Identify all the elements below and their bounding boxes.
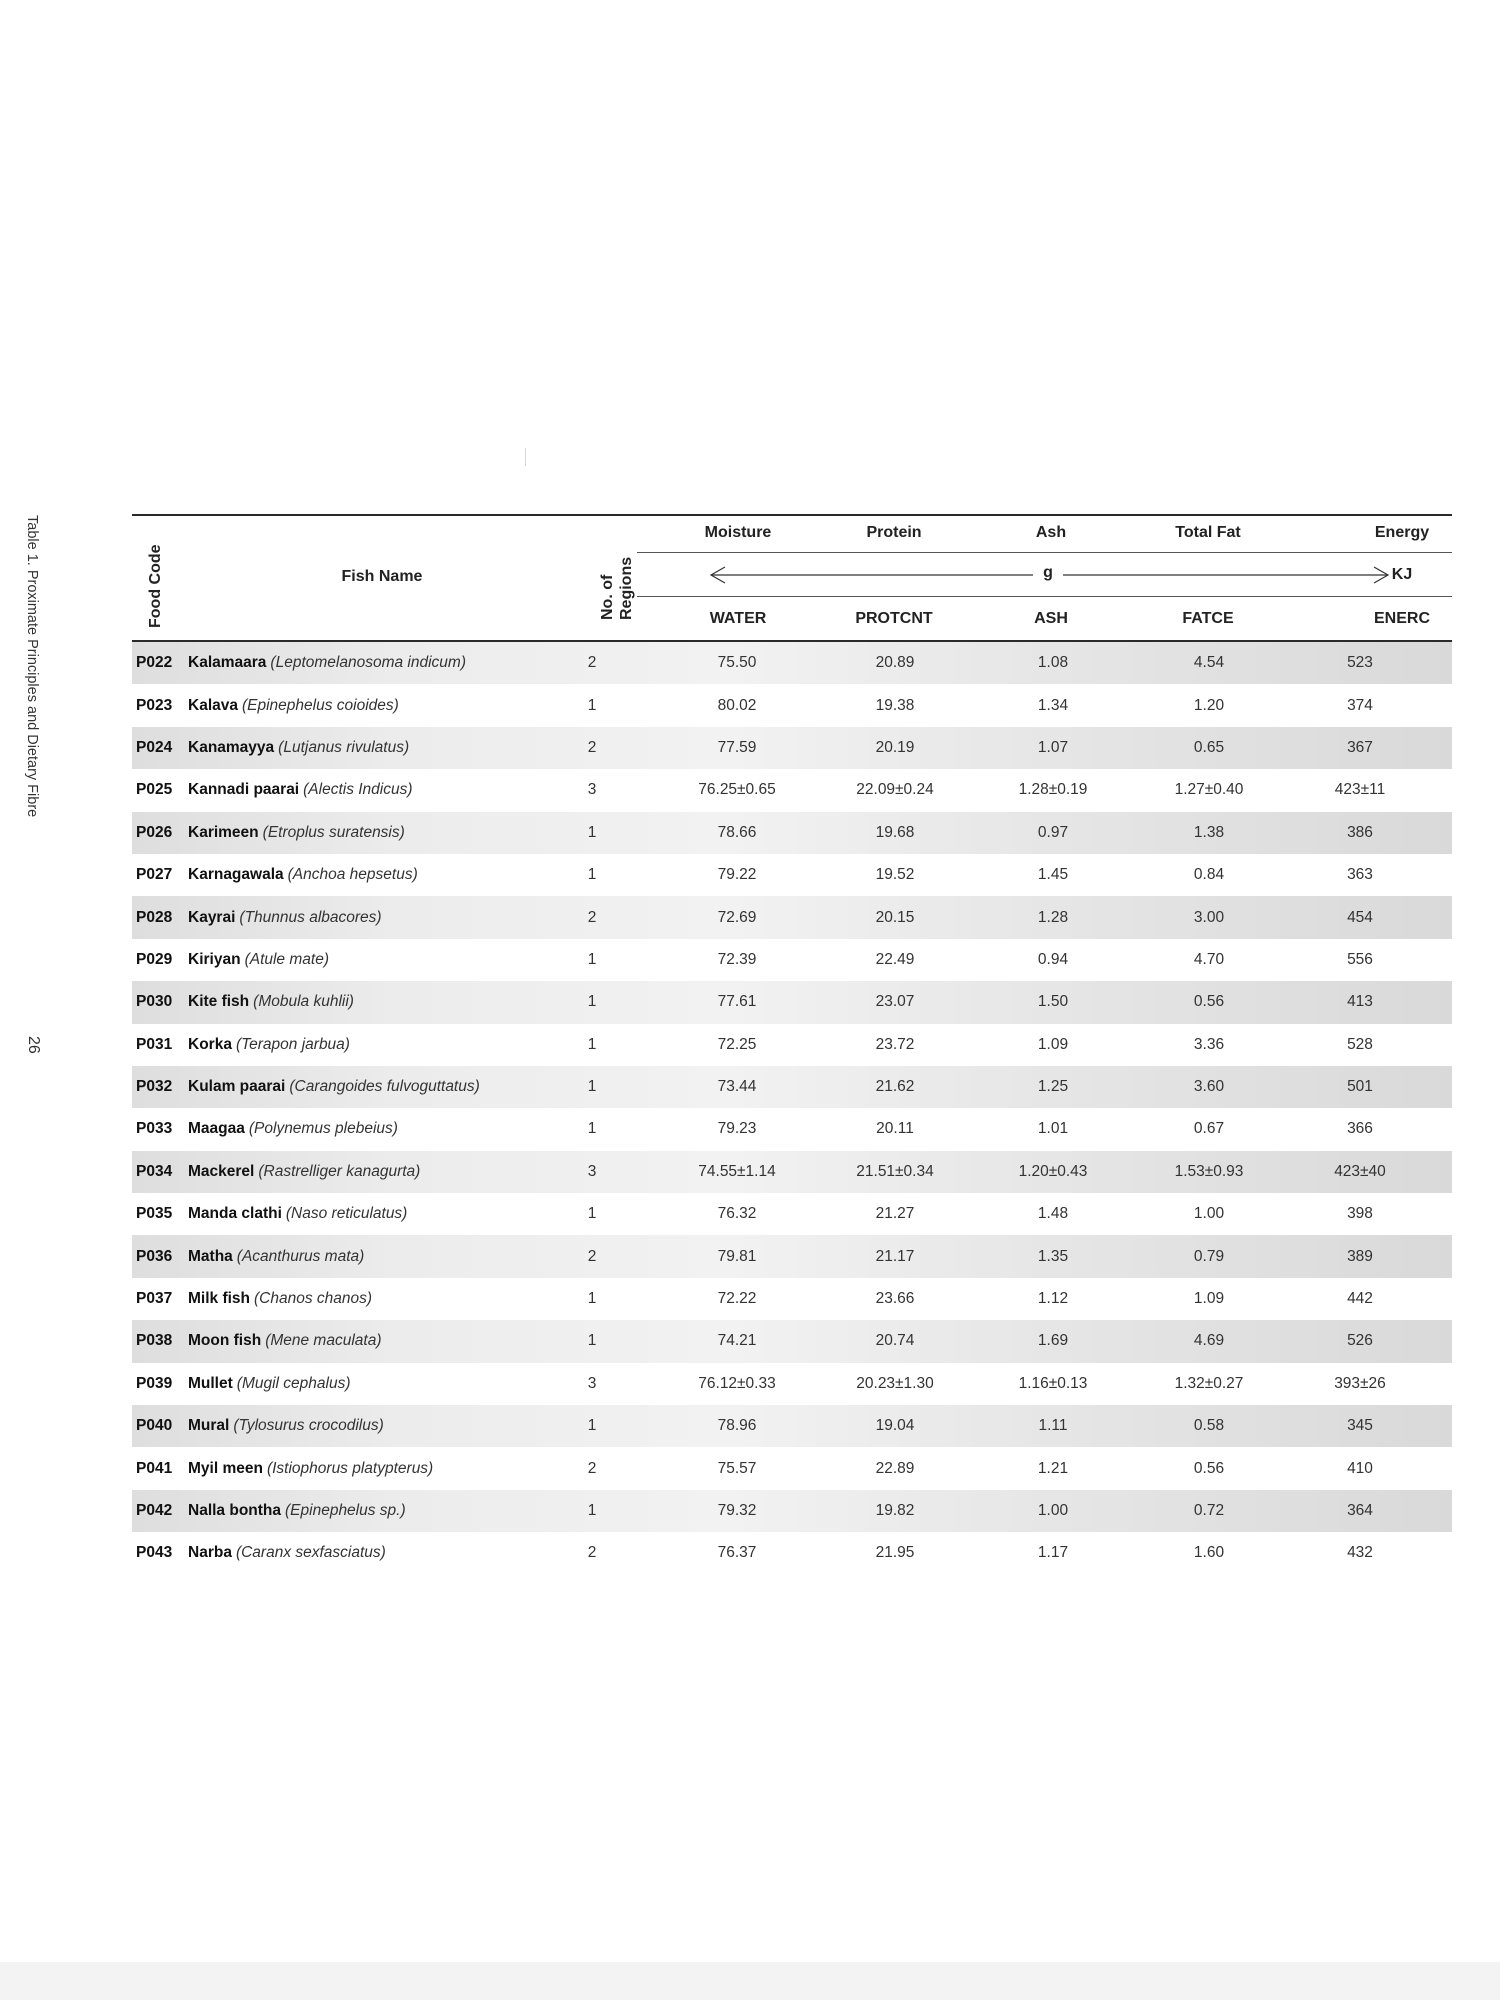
fish-common-name: Karnagawala [188, 866, 284, 884]
unit-arrow-row [707, 564, 1392, 586]
regions-cell: 3 [587, 781, 597, 799]
food-code-cell: P025 [136, 781, 173, 799]
water-cell: 79.22 [717, 866, 757, 884]
fish-scientific-name: (Epinephelus sp.) [285, 1502, 406, 1519]
food-code-cell: P023 [136, 696, 173, 714]
food-code-cell: P037 [136, 1290, 173, 1308]
fish-common-name: Kannadi paarai [188, 781, 300, 799]
water-cell: 78.66 [717, 823, 757, 841]
ash-cell: 1.34 [1037, 696, 1069, 714]
table-row [132, 727, 1452, 769]
food-code-cell: P042 [136, 1502, 173, 1519]
header-food-code: Food Code [147, 544, 164, 628]
fat-cell: 0.67 [1193, 1120, 1225, 1138]
fish-scientific-name: (Terapon jarbua) [235, 1035, 350, 1053]
energy-cell: 556 [1347, 950, 1373, 968]
table-row [132, 854, 1452, 896]
food-code-cell: P039 [136, 1374, 173, 1392]
fish-scientific-name: (Epinephelus coioides) [241, 696, 399, 714]
food-code-cell: P026 [136, 823, 173, 841]
fat-cell: 0.84 [1193, 866, 1225, 884]
water-cell: 79.81 [717, 1247, 757, 1265]
food-code-cell: P028 [136, 908, 173, 926]
table-row [132, 1024, 1452, 1066]
fish-name-cell [188, 1120, 398, 1138]
food-code-cell: P043 [136, 1544, 173, 1562]
page-number: 26 [25, 1036, 42, 1054]
fish-name-cell [188, 739, 409, 757]
protein-cell: 20.89 [875, 654, 915, 672]
regions-cell: 1 [587, 1417, 597, 1435]
fat-cell: 0.65 [1193, 738, 1225, 756]
regions-cell: 1 [587, 1332, 597, 1350]
energy-cell: 374 [1347, 696, 1373, 714]
water-cell: 74.55±1.14 [698, 1162, 776, 1180]
regions-cell: 2 [587, 1459, 597, 1477]
protein-cell: 22.09±0.24 [856, 781, 934, 799]
regions-cell: 2 [587, 654, 597, 672]
fish-common-name: Myil meen [188, 1459, 263, 1477]
ash-cell: 1.50 [1037, 993, 1069, 1011]
protein-cell: 23.07 [875, 993, 915, 1011]
regions-cell: 1 [587, 1290, 597, 1308]
fish-name-cell [188, 654, 466, 672]
table-row [132, 1363, 1452, 1405]
protein-cell: 22.49 [875, 950, 915, 968]
fish-common-name: Kite fish [188, 993, 250, 1011]
water-cell: 72.69 [717, 908, 757, 926]
protein-cell: 20.11 [876, 1120, 914, 1138]
fish-scientific-name: (Caranx sexfasciatus) [235, 1544, 386, 1562]
fat-cell: 1.09 [1193, 1290, 1225, 1308]
water-cell: 76.37 [717, 1544, 757, 1562]
fish-name-cell [188, 1417, 384, 1435]
bottom-band [0, 1962, 1500, 2000]
fish-common-name: Narba [188, 1544, 232, 1562]
energy-cell: 345 [1347, 1417, 1373, 1435]
food-code-cell: P034 [136, 1162, 173, 1180]
energy-cell: 410 [1347, 1459, 1373, 1477]
regions-cell: 1 [587, 866, 597, 884]
water-cell: 76.32 [717, 1205, 757, 1223]
water-cell: 77.59 [717, 738, 757, 756]
regions-cell: 1 [587, 993, 597, 1011]
protein-cell: 23.66 [875, 1290, 915, 1308]
code-protcnt: PROTCNT [855, 610, 933, 627]
fish-name-cell [188, 1332, 381, 1350]
fish-common-name: Karimeen [188, 823, 259, 841]
fat-cell: 3.60 [1193, 1078, 1225, 1096]
fat-cell: 0.56 [1193, 993, 1225, 1011]
ash-cell: 0.97 [1037, 823, 1069, 841]
fish-scientific-name: (Mobula kuhlii) [253, 993, 354, 1011]
water-cell: 77.61 [717, 993, 757, 1011]
table-row [132, 684, 1452, 726]
table-row [132, 1235, 1452, 1277]
food-code-cell: P040 [136, 1417, 173, 1435]
fish-name-cell [188, 1036, 350, 1054]
protein-cell: 20.23±1.30 [856, 1374, 934, 1392]
fat-cell: 3.00 [1193, 908, 1225, 926]
table-row [132, 1108, 1452, 1150]
regions-cell: 1 [587, 1502, 597, 1519]
protein-cell: 21.51±0.34 [856, 1162, 934, 1180]
fish-scientific-name: (Acanthurus mata) [236, 1247, 365, 1265]
protein-cell: 22.89 [875, 1459, 915, 1477]
fish-scientific-name: (Leptomelanosoma indicum) [270, 654, 466, 672]
fish-common-name: Milk fish [188, 1290, 251, 1308]
fish-name-cell [188, 1205, 407, 1223]
regions-cell: 1 [587, 1035, 597, 1053]
fish-common-name: Maagaa [188, 1120, 245, 1138]
fat-cell: 3.36 [1193, 1035, 1225, 1053]
ash-cell: 1.11 [1038, 1417, 1068, 1435]
regions-cell: 1 [587, 1120, 597, 1138]
fat-cell: 1.00 [1193, 1205, 1225, 1223]
water-cell: 75.57 [717, 1459, 757, 1477]
energy-cell: 523 [1347, 654, 1373, 672]
code-ash: ASH [1034, 610, 1068, 627]
fish-scientific-name: (Naso reticulatus) [285, 1205, 408, 1223]
table-row [132, 1532, 1452, 1574]
food-code-cell: P035 [136, 1205, 173, 1223]
energy-cell: 367 [1347, 738, 1373, 756]
fish-common-name: Mullet [188, 1374, 233, 1392]
unit-grams: g [1033, 564, 1063, 582]
energy-cell: 501 [1347, 1078, 1373, 1096]
water-cell: 72.25 [717, 1035, 757, 1053]
energy-cell: 398 [1347, 1205, 1373, 1223]
table-row [132, 1490, 1452, 1532]
fish-common-name: Kayrai [188, 908, 236, 926]
fat-cell: 1.32±0.27 [1174, 1374, 1244, 1392]
regions-cell: 2 [587, 738, 597, 756]
fat-cell: 1.60 [1193, 1544, 1225, 1562]
protein-cell: 21.62 [875, 1078, 915, 1096]
fat-cell: 1.20 [1193, 696, 1225, 714]
fish-name-cell [188, 951, 329, 969]
water-cell: 72.39 [717, 950, 757, 968]
water-cell: 73.44 [717, 1078, 757, 1096]
food-code-cell: P032 [136, 1078, 173, 1096]
table-top-rule [132, 514, 1452, 516]
table-row [132, 1151, 1452, 1193]
fish-scientific-name: (Tylosurus crocodilus) [233, 1417, 384, 1435]
table-row [132, 981, 1452, 1023]
water-cell: 76.12±0.33 [698, 1374, 776, 1392]
energy-cell: 366 [1347, 1120, 1373, 1138]
ash-cell: 1.45 [1037, 866, 1069, 884]
fish-name-cell [188, 1375, 351, 1393]
water-cell: 79.32 [717, 1502, 757, 1519]
regions-cell: 1 [587, 950, 597, 968]
ash-cell: 1.48 [1037, 1205, 1069, 1223]
energy-cell: 413 [1347, 993, 1373, 1011]
ash-cell: 1.08 [1037, 654, 1069, 672]
food-code-cell: P031 [136, 1035, 173, 1053]
fish-scientific-name: (Chanos chanos) [254, 1290, 373, 1308]
protein-cell: 19.68 [875, 823, 915, 841]
ash-cell: 1.20±0.43 [1018, 1162, 1088, 1180]
protein-cell: 23.72 [875, 1035, 915, 1053]
energy-cell: 526 [1347, 1332, 1373, 1350]
regions-cell: 1 [587, 696, 597, 714]
food-code-cell: P036 [136, 1247, 173, 1265]
scan-mark [525, 448, 526, 466]
fish-common-name: Kanamayya [188, 738, 275, 756]
fish-common-name: Mural [188, 1417, 230, 1435]
fat-cell: 1.27±0.40 [1174, 781, 1244, 799]
fish-scientific-name: (Alectis Indicus) [303, 781, 413, 799]
food-code-cell: P029 [136, 950, 173, 968]
food-code-cell: P033 [136, 1120, 173, 1138]
ash-cell: 1.12 [1037, 1290, 1069, 1308]
fish-common-name: Moon fish [188, 1332, 262, 1350]
fish-name-cell [188, 824, 405, 842]
protein-cell: 20.15 [875, 908, 915, 926]
fat-cell: 0.58 [1193, 1417, 1225, 1435]
ash-cell: 1.00 [1037, 1502, 1069, 1519]
fish-scientific-name: (Anchoa hepsetus) [287, 866, 418, 884]
fish-scientific-name: (Polynemus plebeius) [248, 1120, 398, 1138]
fish-scientific-name: (Atule mate) [244, 950, 329, 968]
food-code-cell: P030 [136, 993, 173, 1011]
water-cell: 72.22 [717, 1290, 757, 1308]
energy-cell: 432 [1347, 1544, 1373, 1562]
regions-cell: 2 [587, 908, 597, 926]
fish-scientific-name: (Etroplus suratensis) [262, 823, 405, 841]
protein-cell: 21.17 [875, 1247, 915, 1265]
water-cell: 80.02 [717, 696, 757, 714]
regions-cell: 2 [587, 1544, 597, 1562]
fat-cell: 0.72 [1193, 1502, 1225, 1519]
ash-cell: 1.17 [1037, 1544, 1069, 1562]
fish-name-cell [188, 993, 354, 1011]
ash-cell: 1.25 [1037, 1078, 1069, 1096]
water-cell: 74.21 [717, 1332, 757, 1350]
energy-cell: 363 [1347, 866, 1373, 884]
fat-cell: 0.79 [1193, 1247, 1225, 1265]
fish-name-cell [188, 697, 399, 715]
header-total-fat: Total Fat [1175, 524, 1241, 541]
food-code-cell: P022 [136, 654, 173, 672]
regions-cell: 1 [587, 823, 597, 841]
table-row [132, 939, 1452, 981]
fish-scientific-name: (Lutjanus rivulatus) [278, 738, 410, 756]
protein-cell: 19.52 [875, 866, 915, 884]
header-protein: Protein [866, 524, 922, 541]
fish-scientific-name: (Istiophorus platypterus) [266, 1459, 434, 1477]
fish-name-cell [188, 781, 413, 799]
food-code-cell: P027 [136, 866, 173, 884]
fish-common-name: Kalava [188, 696, 238, 714]
energy-cell: 423±11 [1334, 781, 1386, 799]
ash-cell: 1.01 [1037, 1120, 1069, 1138]
protein-cell: 19.04 [875, 1417, 915, 1435]
fat-cell: 4.69 [1193, 1332, 1225, 1350]
fish-scientific-name: (Mugil cephalus) [236, 1374, 351, 1392]
table-body [132, 642, 1452, 1575]
fish-name-cell [188, 1502, 406, 1520]
protein-cell: 20.74 [875, 1332, 915, 1350]
fat-cell: 1.38 [1193, 823, 1225, 841]
code-enerc: ENERC [1373, 610, 1430, 627]
energy-cell: 364 [1347, 1502, 1373, 1519]
table-row [132, 1193, 1452, 1235]
water-cell: 78.96 [717, 1417, 757, 1435]
table-row [132, 1447, 1452, 1489]
fish-scientific-name: (Rastrelliger kanagurta) [258, 1162, 421, 1180]
fish-name-cell [188, 1544, 386, 1562]
header-energy: Energy [1374, 524, 1430, 541]
header-regions: No. of Regions [599, 556, 635, 620]
regions-cell: 2 [587, 1247, 597, 1265]
table-row [132, 642, 1452, 684]
fish-common-name: Kiriyan [188, 950, 241, 968]
fish-name-cell [188, 909, 382, 927]
table-row [132, 1405, 1452, 1447]
header-fish-name: Fish Name [341, 568, 423, 585]
fish-name-cell [188, 1290, 372, 1308]
energy-cell: 528 [1347, 1035, 1373, 1053]
energy-cell: 442 [1347, 1290, 1373, 1308]
fish-common-name: Mackerel [188, 1162, 255, 1180]
fish-scientific-name: (Carangoides fulvoguttatus) [289, 1078, 480, 1096]
table-row [132, 896, 1452, 938]
ash-cell: 1.35 [1037, 1247, 1069, 1265]
fat-cell: 0.56 [1193, 1459, 1225, 1477]
water-cell: 75.50 [717, 654, 757, 672]
regions-cell: 3 [587, 1374, 597, 1392]
table-caption: Table 1. Proximate Principles and Dietary Fibre [24, 515, 40, 818]
food-code-cell: P041 [136, 1459, 173, 1477]
fish-common-name: Kalamaara [188, 654, 267, 672]
protein-cell: 19.38 [875, 696, 915, 714]
code-water: WATER [709, 610, 767, 627]
ash-cell: 1.07 [1037, 738, 1069, 756]
fish-name-cell [188, 1248, 364, 1266]
header-divider-2 [637, 596, 1452, 597]
unit-kj: KJ [1391, 566, 1413, 583]
header-moisture: Moisture [704, 524, 772, 541]
table-row [132, 769, 1452, 811]
fish-common-name: Korka [188, 1035, 232, 1053]
fish-name-cell [188, 1078, 480, 1096]
food-code-cell: P038 [136, 1332, 173, 1350]
fat-cell: 4.70 [1193, 950, 1225, 968]
fat-cell: 1.53±0.93 [1174, 1162, 1244, 1180]
protein-cell: 19.82 [875, 1502, 915, 1519]
table-row [132, 812, 1452, 854]
ash-cell: 1.21 [1037, 1459, 1069, 1477]
regions-cell: 1 [587, 1078, 597, 1096]
ash-cell: 1.09 [1037, 1035, 1069, 1053]
fish-name-cell [188, 1460, 433, 1478]
fish-common-name: Nalla bontha [188, 1502, 282, 1519]
energy-cell: 393±26 [1334, 1374, 1386, 1392]
food-code-cell: P024 [136, 738, 173, 756]
fish-name-cell [188, 866, 418, 884]
energy-cell: 386 [1347, 823, 1373, 841]
table-row [132, 1320, 1452, 1362]
fish-scientific-name: (Thunnus albacores) [239, 908, 382, 926]
code-fatce: FATCE [1182, 610, 1234, 627]
ash-cell: 0.94 [1037, 950, 1069, 968]
fish-name-cell [188, 1163, 420, 1181]
ash-cell: 1.69 [1037, 1332, 1069, 1350]
table-row [132, 1066, 1452, 1108]
regions-cell: 1 [587, 1205, 597, 1223]
fish-common-name: Kulam paarai [188, 1078, 286, 1096]
water-cell: 76.25±0.65 [698, 781, 776, 799]
fish-common-name: Matha [188, 1247, 233, 1265]
table-row [132, 1278, 1452, 1320]
energy-cell: 423±40 [1334, 1162, 1386, 1180]
fish-common-name: Manda clathi [188, 1205, 282, 1223]
protein-cell: 21.95 [875, 1544, 915, 1562]
ash-cell: 1.28 [1037, 908, 1069, 926]
regions-cell: 3 [587, 1162, 597, 1180]
energy-cell: 389 [1347, 1247, 1373, 1265]
fat-cell: 4.54 [1193, 654, 1225, 672]
protein-cell: 21.27 [875, 1205, 915, 1223]
energy-cell: 454 [1347, 908, 1373, 926]
header-ash: Ash [1035, 524, 1067, 541]
water-cell: 79.23 [717, 1120, 757, 1138]
ash-cell: 1.28±0.19 [1018, 781, 1088, 799]
protein-cell: 20.19 [875, 738, 915, 756]
header-divider-1 [637, 552, 1452, 553]
fish-scientific-name: (Mene maculata) [265, 1332, 382, 1350]
ash-cell: 1.16±0.13 [1018, 1374, 1088, 1392]
